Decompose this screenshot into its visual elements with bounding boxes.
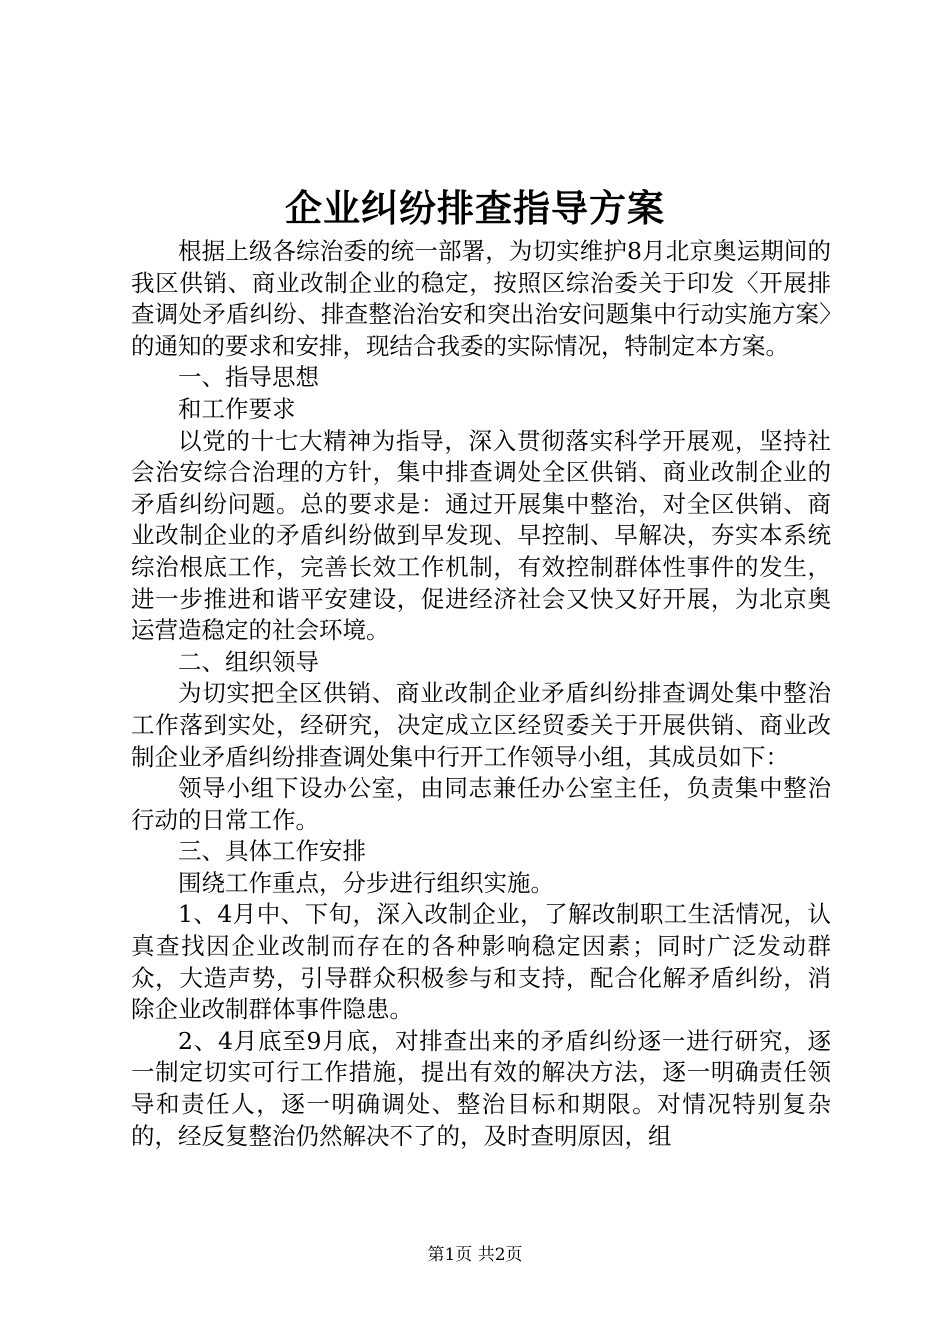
section-heading-organization: 二、组织领导 [178, 647, 319, 676]
paragraph-guiding-ideology: 以党的十七大精神为指导，深入贯彻落实科学开展观，坚持社会治安综合治理的方针，集中排查调处全区供销、商业改制企业的矛盾纠纷问题。总的要求是：通过开展集中整治，对全区供销、商业改制企业的矛盾纠纷做到早发现、早控制、早解决，夯实本系统综治根底工作，完善长效工作机制，有效控制群体性事件的发生，进一步推进和谐平安建设，促进经济社会又快又好开展，为北京奥运营造稳定的社会环境。 [131, 426, 831, 645]
paragraph-step-2: 2、4月底至9月底，对排查出来的矛盾纠纷逐一进行研究，逐一制定切实可行工作措施，提出有效的解决方法，逐一明确责任领导和责任人，逐一明确调处、整治目标和期限。对情况特别复杂的，经反复整治仍然解决不了的，及时查明原因，组 [131, 1026, 831, 1150]
section-heading-arrangements: 三、具体工作安排 [178, 837, 366, 866]
paragraph-intro: 根据上级各综治委的统一部署，为切实维护8月北京奥运期间的我区供销、商业改制企业的稳定，按照区综治委关于印发〈开展排查调处矛盾纠纷、排查整治治安和突出治安问题集中行动实施方案〉的通知的要求和安排，现结合我委的实际情况，特制定本方案。 [131, 237, 831, 360]
paragraph-organization: 为切实把全区供销、商业改制企业矛盾纠纷排查调处集中整治工作落到实处，经研究，决定成立区经贸委关于开展供销、商业改制企业矛盾纠纷排查调处集中行开工作领导小组，其成员如下： [131, 679, 831, 771]
section-heading-continuation: 和工作要求 [178, 394, 296, 423]
page-footer: 第1页 共2页 [427, 1245, 523, 1265]
paragraph-step-1: 1、4月中、下旬，深入改制企业，了解改制职工生活情况，认真查找因企业改制而存在的各种影响稳定因素；同时广泛发动群众，大造声势，引导群众积极参与和支持，配合化解矛盾纠纷，消除企业改制群体事件隐患。 [131, 900, 831, 1024]
paragraph-arrangements-intro: 围绕工作重点，分步进行组织实施。 [178, 868, 554, 897]
section-heading-guiding-ideology: 一、指导思想 [178, 363, 319, 392]
document-body [131, 236, 831, 1152]
paragraph-office: 领导小组下设办公室，由同志兼任办公室主任，负责集中整治行动的日常工作。 [131, 774, 831, 834]
document-title: 企业纠纷排查指导方案 [285, 186, 665, 230]
